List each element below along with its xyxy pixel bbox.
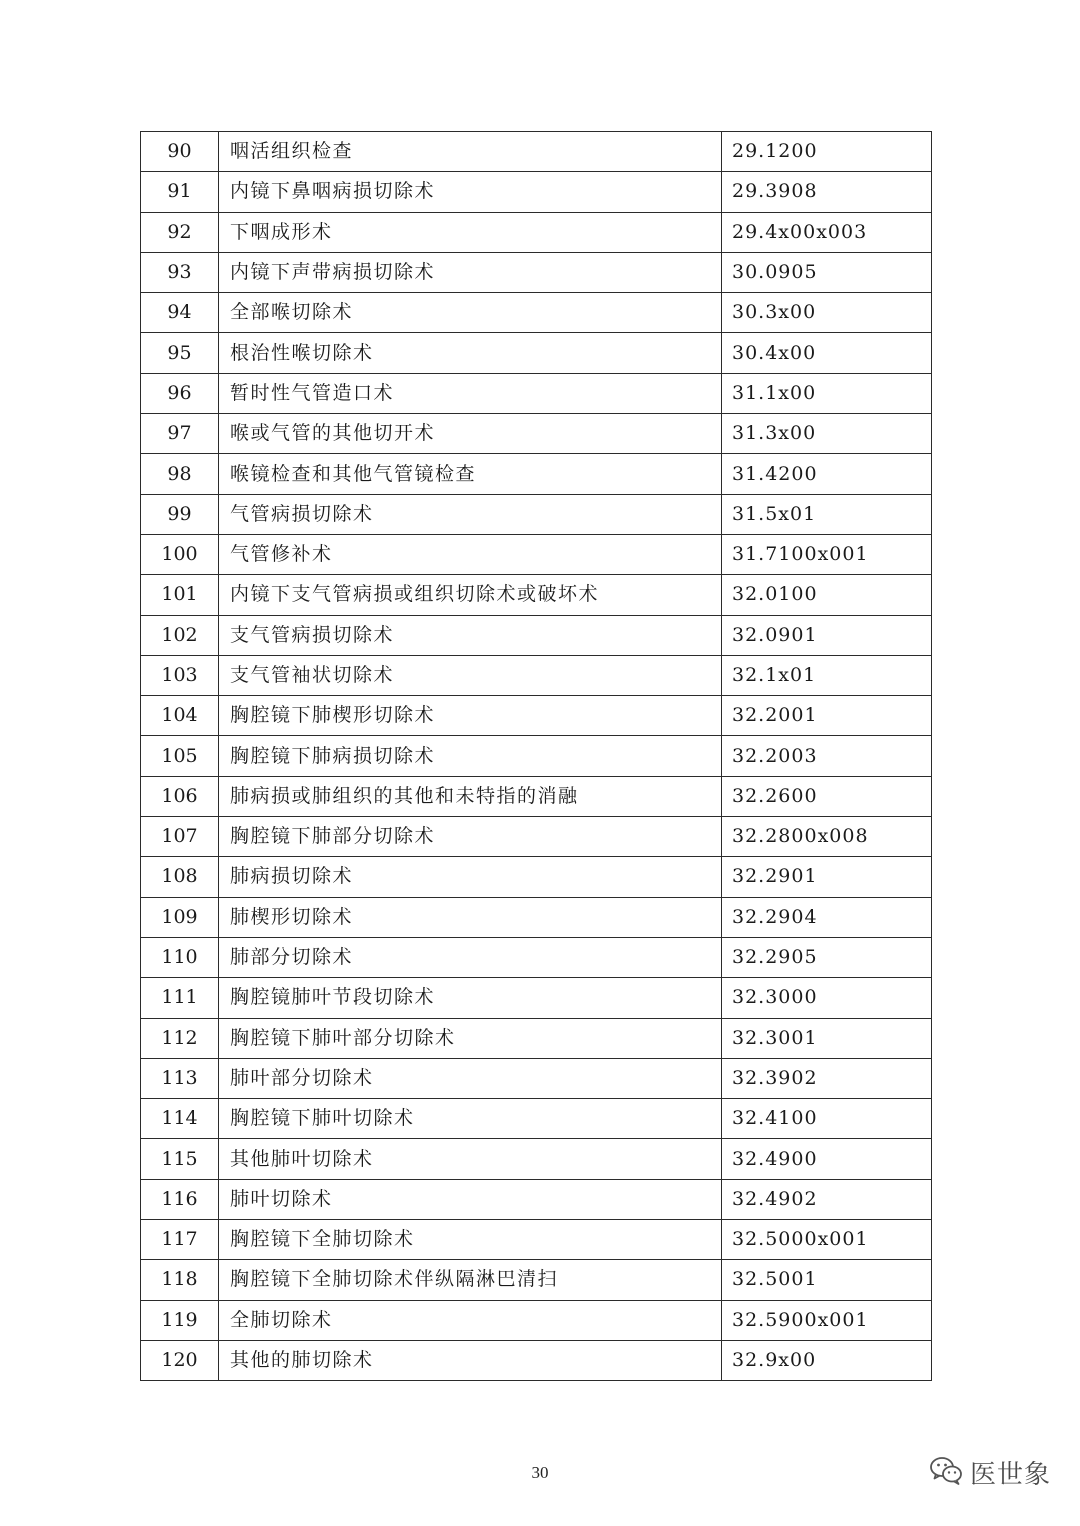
- row-number-cell: 119: [141, 1300, 219, 1340]
- procedure-name-cell: 肺部分切除术: [219, 937, 722, 977]
- table-row: [141, 1260, 932, 1300]
- procedure-name-cell: 内镜下鼻咽病损切除术: [219, 172, 722, 212]
- procedure-code-cell: 31.4200: [722, 454, 932, 494]
- procedure-name-cell: 胸腔镜下肺病损切除术: [219, 736, 722, 776]
- procedure-code-cell: 32.3000: [722, 978, 932, 1018]
- watermark-text: 医世象: [970, 1459, 1052, 1490]
- procedure-name-cell: 喉镜检查和其他气管镜检查: [219, 454, 722, 494]
- table-row: [141, 817, 932, 857]
- row-number-cell: 94: [141, 293, 219, 333]
- row-number-cell: 116: [141, 1179, 219, 1219]
- procedure-name-cell: 胸腔镜下全肺切除术: [219, 1220, 722, 1260]
- procedure-code-cell: 32.2600: [722, 776, 932, 816]
- procedure-name-cell: 全部喉切除术: [219, 293, 722, 333]
- row-number-cell: 101: [141, 575, 219, 615]
- procedure-code-cell: 32.0901: [722, 615, 932, 655]
- procedure-name-cell: 胸腔镜下肺叶切除术: [219, 1099, 722, 1139]
- row-number-cell: 102: [141, 615, 219, 655]
- row-number-cell: 103: [141, 655, 219, 695]
- procedure-code-cell: 32.2003: [722, 736, 932, 776]
- table-row: [141, 1099, 932, 1139]
- procedure-code-cell: 29.3908: [722, 172, 932, 212]
- table-row: [141, 212, 932, 252]
- table-row: [141, 534, 932, 574]
- row-number-cell: 115: [141, 1139, 219, 1179]
- procedure-code-cell: 31.7100x001: [722, 534, 932, 574]
- procedure-name-cell: 肺病损或肺组织的其他和未特指的消融: [219, 776, 722, 816]
- procedure-name-cell: 肺病损切除术: [219, 857, 722, 897]
- row-number-cell: 92: [141, 212, 219, 252]
- table-row: [141, 1179, 932, 1219]
- row-number-cell: 98: [141, 454, 219, 494]
- procedure-code-cell: 32.2901: [722, 857, 932, 897]
- page-number: 30: [531, 1463, 549, 1482]
- procedure-name-cell: 下咽成形术: [219, 212, 722, 252]
- table-row: [141, 696, 932, 736]
- procedure-name-cell: 暂时性气管造口术: [219, 373, 722, 413]
- procedure-name-cell: 气管病损切除术: [219, 494, 722, 534]
- procedure-code-cell: 32.5900x001: [722, 1300, 932, 1340]
- procedure-code-cell: 32.4902: [722, 1179, 932, 1219]
- table-row: [141, 1220, 932, 1260]
- procedure-name-cell: 喉或气管的其他切开术: [219, 414, 722, 454]
- row-number-cell: 93: [141, 252, 219, 292]
- procedure-code-cell: 29.4x00x003: [722, 212, 932, 252]
- table-row: [141, 655, 932, 695]
- procedure-name-cell: 胸腔镜下肺叶部分切除术: [219, 1018, 722, 1058]
- row-number-cell: 97: [141, 414, 219, 454]
- procedure-code-cell: 32.4100: [722, 1099, 932, 1139]
- procedure-name-cell: 全肺切除术: [219, 1300, 722, 1340]
- procedure-code-cell: 32.1x01: [722, 655, 932, 695]
- procedure-code-cell: 32.2905: [722, 937, 932, 977]
- table-row: [141, 1300, 932, 1340]
- procedure-name-cell: 内镜下声带病损切除术: [219, 252, 722, 292]
- procedure-table-body: [141, 132, 932, 1381]
- procedure-name-cell: 咽活组织检查: [219, 132, 722, 172]
- procedure-name-cell: 支气管病损切除术: [219, 615, 722, 655]
- table-row: [141, 1018, 932, 1058]
- table-row: [141, 172, 932, 212]
- procedure-table: [140, 131, 932, 1381]
- row-number-cell: 117: [141, 1220, 219, 1260]
- table-row: [141, 132, 932, 172]
- procedure-code-cell: 32.0100: [722, 575, 932, 615]
- row-number-cell: 90: [141, 132, 219, 172]
- procedure-code-cell: 32.3001: [722, 1018, 932, 1058]
- procedure-code-cell: 31.5x01: [722, 494, 932, 534]
- table-row: [141, 1139, 932, 1179]
- row-number-cell: 114: [141, 1099, 219, 1139]
- row-number-cell: 118: [141, 1260, 219, 1300]
- table-row: [141, 494, 932, 534]
- row-number-cell: 100: [141, 534, 219, 574]
- procedure-code-cell: 32.5000x001: [722, 1220, 932, 1260]
- row-number-cell: 120: [141, 1340, 219, 1380]
- row-number-cell: 108: [141, 857, 219, 897]
- wechat-icon: [928, 1452, 964, 1492]
- row-number-cell: 110: [141, 937, 219, 977]
- procedure-name-cell: 胸腔镜下全肺切除术伴纵隔淋巴清扫: [219, 1260, 722, 1300]
- row-number-cell: 91: [141, 172, 219, 212]
- procedure-name-cell: 气管修补术: [219, 534, 722, 574]
- procedure-name-cell: 根治性喉切除术: [219, 333, 722, 373]
- table-row: [141, 776, 932, 816]
- row-number-cell: 96: [141, 373, 219, 413]
- procedure-code-cell: 32.2800x008: [722, 817, 932, 857]
- procedure-code-cell: 30.0905: [722, 252, 932, 292]
- row-number-cell: 107: [141, 817, 219, 857]
- procedure-name-cell: 肺叶切除术: [219, 1179, 722, 1219]
- row-number-cell: 109: [141, 897, 219, 937]
- procedure-name-cell: 胸腔镜下肺部分切除术: [219, 817, 722, 857]
- procedure-name-cell: 支气管袖状切除术: [219, 655, 722, 695]
- procedure-name-cell: 胸腔镜肺叶节段切除术: [219, 978, 722, 1018]
- table-row: [141, 454, 932, 494]
- procedure-code-cell: 32.5001: [722, 1260, 932, 1300]
- procedure-name-cell: 内镜下支气管病损或组织切除术或破坏术: [219, 575, 722, 615]
- table-row: [141, 575, 932, 615]
- procedure-code-cell: 32.3902: [722, 1058, 932, 1098]
- procedure-code-cell: 32.2904: [722, 897, 932, 937]
- row-number-cell: 112: [141, 1018, 219, 1058]
- table-row: [141, 1058, 932, 1098]
- procedure-name-cell: 其他的肺切除术: [219, 1340, 722, 1380]
- procedure-name-cell: 其他肺叶切除术: [219, 1139, 722, 1179]
- procedure-code-cell: 32.4900: [722, 1139, 932, 1179]
- procedure-code-cell: 31.3x00: [722, 414, 932, 454]
- row-number-cell: 113: [141, 1058, 219, 1098]
- table-row: [141, 978, 932, 1018]
- procedure-code-cell: 30.3x00: [722, 293, 932, 333]
- row-number-cell: 104: [141, 696, 219, 736]
- table-row: [141, 252, 932, 292]
- table-row: [141, 293, 932, 333]
- row-number-cell: 95: [141, 333, 219, 373]
- row-number-cell: 105: [141, 736, 219, 776]
- row-number-cell: 111: [141, 978, 219, 1018]
- procedure-name-cell: 肺楔形切除术: [219, 897, 722, 937]
- table-row: [141, 736, 932, 776]
- procedure-code-cell: 30.4x00: [722, 333, 932, 373]
- table-row: [141, 897, 932, 937]
- procedure-name-cell: 肺叶部分切除术: [219, 1058, 722, 1098]
- table-row: [141, 615, 932, 655]
- row-number-cell: 106: [141, 776, 219, 816]
- watermark: [928, 1452, 1051, 1492]
- table-row: [141, 1340, 932, 1380]
- table-row: [141, 414, 932, 454]
- table-row: [141, 937, 932, 977]
- table-row: [141, 373, 932, 413]
- table-row: [141, 857, 932, 897]
- table-row: [141, 333, 932, 373]
- procedure-code-cell: 32.2001: [722, 696, 932, 736]
- row-number-cell: 99: [141, 494, 219, 534]
- procedure-code-cell: 31.1x00: [722, 373, 932, 413]
- procedure-name-cell: 胸腔镜下肺楔形切除术: [219, 696, 722, 736]
- procedure-code-cell: 29.1200: [722, 132, 932, 172]
- procedure-code-cell: 32.9x00: [722, 1340, 932, 1380]
